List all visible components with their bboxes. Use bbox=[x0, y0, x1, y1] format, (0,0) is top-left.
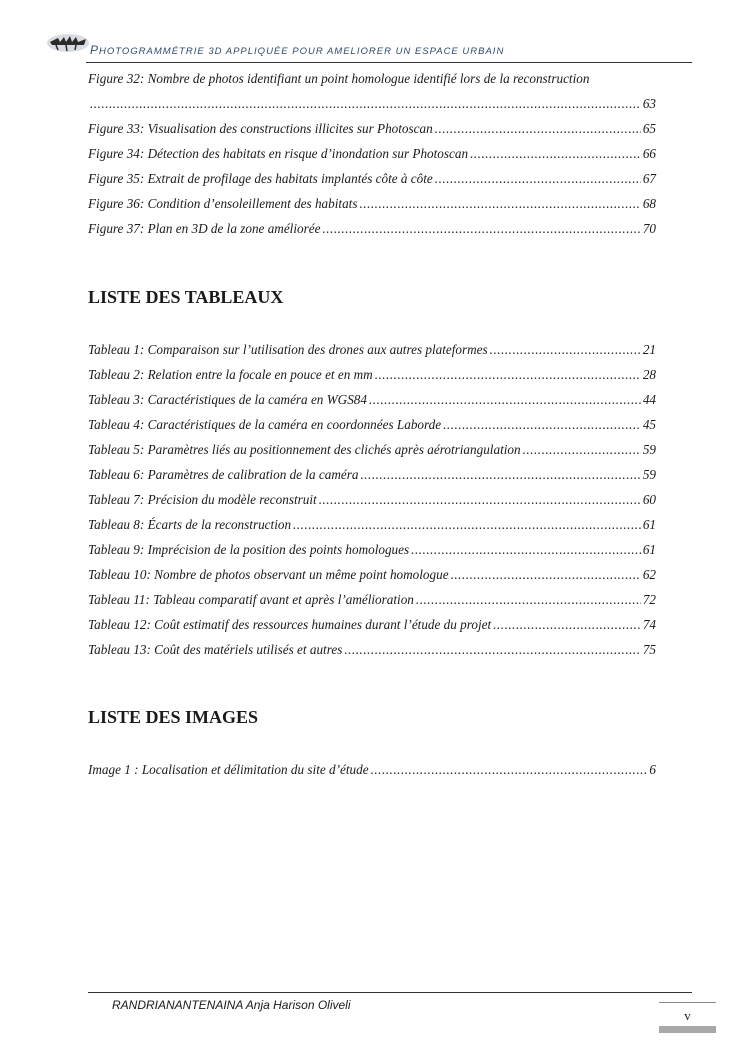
figure-entry-page: 65 bbox=[642, 121, 656, 136]
table-entry[interactable] bbox=[88, 612, 656, 637]
header-title: PHOTOGRAMMÉTRIE 3D APPLIQUÉE POUR AMELIORER UN ESPACE URBAIN bbox=[90, 43, 505, 57]
table-entry[interactable] bbox=[88, 637, 656, 662]
figure-entry[interactable] bbox=[88, 116, 656, 141]
table-entry-page: 62 bbox=[642, 567, 656, 582]
table-entry-page: 59 bbox=[642, 442, 656, 457]
table-entry[interactable] bbox=[88, 487, 656, 512]
leader-dots bbox=[322, 216, 640, 241]
page-number-rule bbox=[659, 1002, 716, 1003]
figure-entry[interactable] bbox=[88, 141, 656, 166]
table-entry-page: 60 bbox=[642, 492, 656, 507]
leader-dots bbox=[369, 387, 641, 412]
leader-dots bbox=[90, 91, 641, 116]
table-entry-page: 28 bbox=[642, 367, 656, 382]
leader-dots bbox=[371, 757, 648, 782]
table-entry-label: Tableau 11: Tableau comparatif avant et après l’amélioration bbox=[88, 592, 414, 607]
table-entry[interactable] bbox=[88, 337, 656, 362]
leader-dots bbox=[344, 637, 640, 662]
leader-dots bbox=[319, 487, 641, 512]
table-entry-label: Tableau 8: Écarts de la reconstruction bbox=[88, 517, 292, 532]
section-title-tables: LISTE DES TABLEAUX bbox=[88, 287, 284, 307]
page-header bbox=[0, 0, 745, 70]
figure-entry-page: 67 bbox=[642, 171, 656, 186]
table-entry-label: Tableau 9: Imprécision de la position des points homologues bbox=[88, 542, 410, 557]
table-entry[interactable] bbox=[88, 412, 656, 437]
figure-entry-page: 68 bbox=[642, 196, 656, 211]
table-entry-page: 74 bbox=[642, 617, 656, 632]
figure-page: 63 bbox=[642, 96, 656, 111]
toc-figures bbox=[88, 66, 656, 241]
table-entry-label: Tableau 3: Caractéristiques de la caméra en WGS84 bbox=[88, 392, 367, 407]
table-entry-label: Tableau 13: Coût des matériels utilisés et autres bbox=[88, 642, 343, 657]
toc-tables bbox=[88, 337, 656, 662]
table-entry-label: Tableau 6: Paramètres de calibration de la caméra bbox=[88, 467, 359, 482]
leader-dots bbox=[359, 191, 640, 216]
footer-rule bbox=[88, 992, 692, 993]
table-entry-label: Tableau 12: Coût estimatif des ressources humaines durant l’étude du projet bbox=[88, 617, 492, 632]
image-list bbox=[88, 757, 656, 782]
leader-dots bbox=[451, 562, 641, 587]
leader-dots bbox=[416, 587, 641, 612]
figure-list bbox=[88, 116, 656, 241]
table-entry-page: 75 bbox=[642, 642, 656, 657]
table-entry-page: 44 bbox=[642, 392, 656, 407]
table-entry-page: 21 bbox=[642, 342, 656, 357]
section-title-images: LISTE DES IMAGES bbox=[88, 707, 259, 727]
table-entry-page: 61 bbox=[642, 517, 656, 532]
figure-entry-first-continuation[interactable] bbox=[88, 91, 656, 116]
leader-dots bbox=[493, 612, 641, 637]
leader-dots bbox=[490, 337, 641, 362]
table-entry-page: 59 bbox=[642, 467, 656, 482]
image-entry-page: 6 bbox=[649, 762, 656, 777]
header-rule bbox=[86, 62, 692, 63]
leader-dots bbox=[375, 362, 641, 387]
table-list bbox=[88, 337, 656, 662]
leader-dots bbox=[443, 412, 641, 437]
leader-dots bbox=[435, 166, 641, 191]
leader-dots bbox=[411, 537, 641, 562]
figure-entry-label: Figure 36: Condition d’ensoleillement des habitats bbox=[88, 196, 358, 211]
table-entry[interactable] bbox=[88, 537, 656, 562]
figure-entry[interactable] bbox=[88, 216, 656, 241]
image-entry-label: Image 1 : Localisation et délimitation du site d’étude bbox=[88, 762, 369, 777]
table-entry[interactable] bbox=[88, 512, 656, 537]
figure-entry-page: 66 bbox=[642, 146, 656, 161]
page-number: v bbox=[684, 1008, 691, 1023]
figure-entry-label: Figure 37: Plan en 3D de la zone améliorée bbox=[88, 221, 321, 236]
leader-dots bbox=[435, 116, 641, 141]
table-entry[interactable] bbox=[88, 437, 656, 462]
table-entry[interactable] bbox=[88, 562, 656, 587]
leader-dots bbox=[293, 512, 641, 537]
table-entry-label: Tableau 7: Précision du modèle reconstruit bbox=[88, 492, 317, 507]
figure-entry-label: Figure 35: Extrait de profilage des habitats implantés côte à côte bbox=[88, 171, 433, 186]
figure-entry-page: 70 bbox=[642, 221, 656, 236]
table-entry-page: 45 bbox=[642, 417, 656, 432]
leader-dots bbox=[360, 462, 640, 487]
table-entry-page: 72 bbox=[642, 592, 656, 607]
table-entry-label: Tableau 10: Nombre de photos observant un même point homologue bbox=[88, 567, 449, 582]
page-number-bar bbox=[659, 1026, 716, 1033]
image-entry[interactable] bbox=[88, 757, 656, 782]
table-entry-label: Tableau 4: Caractéristiques de la caméra en coordonnées Laborde bbox=[88, 417, 442, 432]
leader-dots bbox=[470, 141, 641, 166]
table-entry[interactable] bbox=[88, 362, 656, 387]
logo-icon bbox=[46, 32, 90, 54]
table-entry-label: Tableau 1: Comparaison sur l’utilisation des drones aux autres plateformes bbox=[88, 342, 488, 357]
figure-entry[interactable] bbox=[88, 191, 656, 216]
table-entry-label: Tableau 5: Paramètres liés au positionnement des clichés après aérotriangulation bbox=[88, 442, 521, 457]
table-entry[interactable] bbox=[88, 462, 656, 487]
leader-dots bbox=[523, 437, 641, 462]
footer-author: RANDRIANANTENAINA Anja Harison Oliveli bbox=[112, 998, 351, 1012]
figure-entry-first-line: Figure 32: Nombre de photos identifiant un point homologue identifié lors de la reconstruction bbox=[88, 71, 590, 86]
table-entry-label: Tableau 2: Relation entre la focale en pouce et en mm bbox=[88, 367, 373, 382]
figure-entry-label: Figure 34: Détection des habitats en risque d’inondation sur Photoscan bbox=[88, 146, 469, 161]
toc-images bbox=[88, 757, 656, 782]
table-entry[interactable] bbox=[88, 387, 656, 412]
figure-entry[interactable] bbox=[88, 166, 656, 191]
table-entry[interactable] bbox=[88, 587, 656, 612]
figure-entry-label: Figure 33: Visualisation des constructions illicites sur Photoscan bbox=[88, 121, 433, 136]
table-entry-page: 61 bbox=[642, 542, 656, 557]
